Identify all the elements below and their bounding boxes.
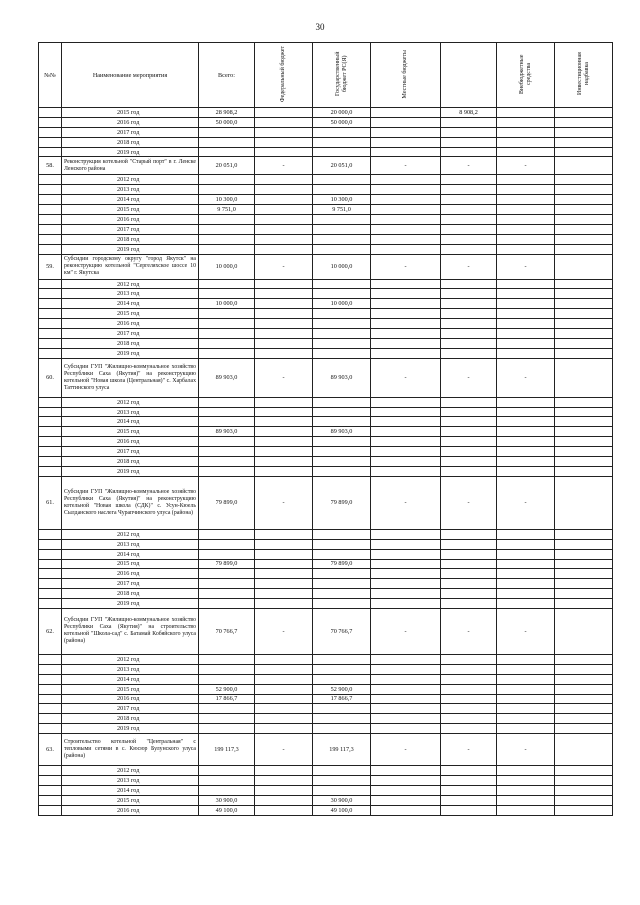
header-num: №№ [39, 43, 62, 108]
year-label: 2016 год [62, 437, 199, 447]
project-federal: - [255, 157, 313, 175]
project-state: 10 000,0 [313, 254, 371, 279]
year-state [313, 329, 371, 339]
table-row [39, 539, 613, 549]
project-state: 70 766,7 [313, 608, 371, 654]
year-state [313, 579, 371, 589]
project-total: 79 899,0 [199, 476, 255, 529]
project-invest: - [497, 358, 555, 397]
table-row [39, 348, 613, 358]
header-empty [441, 43, 497, 108]
project-state: 20 051,0 [313, 157, 371, 175]
year-total: 9 751,0 [199, 205, 255, 215]
table-row [39, 664, 613, 674]
table-row [39, 569, 613, 579]
year-state [313, 589, 371, 599]
year-total [199, 766, 255, 776]
year-state [313, 175, 371, 185]
year-total: 17 866,7 [199, 694, 255, 704]
project-row [39, 358, 613, 397]
project-local: - [371, 358, 441, 397]
table-row [39, 529, 613, 539]
table-row [39, 224, 613, 234]
year-state [313, 397, 371, 407]
year-label: 2014 год [62, 674, 199, 684]
year-state [313, 466, 371, 476]
project-number: 60. [39, 358, 62, 397]
year-total [199, 224, 255, 234]
year-state: 49 100,0 [313, 805, 371, 815]
year-label: 2012 год [62, 529, 199, 539]
table-row [39, 549, 613, 559]
year-state [313, 417, 371, 427]
project-number: 62. [39, 608, 62, 654]
year-state [313, 599, 371, 609]
year-total [199, 309, 255, 319]
year-total: 89 903,0 [199, 427, 255, 437]
year-total [199, 348, 255, 358]
year-total [199, 664, 255, 674]
project-federal: - [255, 476, 313, 529]
table-row [39, 299, 613, 309]
year-total: 49 100,0 [199, 805, 255, 815]
year-state [313, 309, 371, 319]
project-number: 61. [39, 476, 62, 529]
project-invest: - [497, 608, 555, 654]
header-name: Наименование мероприятия [62, 43, 199, 108]
year-label: 2015 год [62, 309, 199, 319]
year-state [313, 549, 371, 559]
table-row [39, 457, 613, 467]
table-row [39, 694, 613, 704]
year-total [199, 417, 255, 427]
project-name: Субсидии ГУП "Жилищно-коммунальное хозяйство Республики Саха (Якутия)" на реконструкцию котельной "Новая школа (СДК)" с. Усун-Кюель Сылданского наслега Чурапчинского улуса (района) [62, 476, 199, 529]
year-state: 89 903,0 [313, 427, 371, 437]
year-total [199, 539, 255, 549]
project-extra: - [441, 358, 497, 397]
year-label: 2019 год [62, 348, 199, 358]
project-row [39, 476, 613, 529]
year-label: 2017 год [62, 224, 199, 234]
year-total: 10 300,0 [199, 195, 255, 205]
year-label: 2012 год [62, 397, 199, 407]
year-label: 2012 год [62, 766, 199, 776]
year-label: 2018 год [62, 338, 199, 348]
project-total: 20 051,0 [199, 157, 255, 175]
year-state [313, 224, 371, 234]
project-empty [555, 608, 613, 654]
table-row [39, 704, 613, 714]
year-total [199, 724, 255, 734]
year-total [199, 589, 255, 599]
table-row [39, 714, 613, 724]
year-label: 2015 год [62, 427, 199, 437]
year-label: 2013 год [62, 185, 199, 195]
year-state: 10 300,0 [313, 195, 371, 205]
project-number: 58. [39, 157, 62, 175]
year-state [313, 724, 371, 734]
year-total [199, 785, 255, 795]
year-state [313, 539, 371, 549]
project-extra: - [441, 608, 497, 654]
project-local: - [371, 608, 441, 654]
project-invest: - [497, 254, 555, 279]
year-label: 2018 год [62, 589, 199, 599]
year-state [313, 447, 371, 457]
table-row [39, 766, 613, 776]
project-name: Субсидии ГУП "Жилищно-коммунальное хозяйство Республики Саха (Якутия)" на реконструкцию котельной "Новая школа (Центральная)" с. Харбалах Таттинского улуса [62, 358, 199, 397]
project-extra: - [441, 476, 497, 529]
table-row [39, 319, 613, 329]
table-row [39, 805, 613, 815]
table-row [39, 795, 613, 805]
table-row: 2019 год [39, 147, 613, 157]
year-total [199, 338, 255, 348]
project-state: 89 903,0 [313, 358, 371, 397]
project-empty [555, 254, 613, 279]
project-number: 59. [39, 254, 62, 279]
year-total [199, 437, 255, 447]
year-label: 2012 год [62, 654, 199, 664]
table-row [39, 437, 613, 447]
project-invest: - [497, 734, 555, 766]
table-row [39, 329, 613, 339]
table-row [39, 215, 613, 225]
table-row [39, 397, 613, 407]
year-total [199, 244, 255, 254]
table-row [39, 279, 613, 289]
year-label: 2014 год [62, 417, 199, 427]
year-label: 2017 год [62, 329, 199, 339]
project-empty [555, 358, 613, 397]
project-invest: - [497, 157, 555, 175]
table-row [39, 559, 613, 569]
year-state [313, 704, 371, 714]
year-label: 2018 год [62, 457, 199, 467]
year-state [313, 714, 371, 724]
table-row [39, 599, 613, 609]
table-row [39, 785, 613, 795]
project-empty [555, 734, 613, 766]
table-row [39, 674, 613, 684]
project-extra: - [441, 734, 497, 766]
year-total [199, 714, 255, 724]
year-state [313, 215, 371, 225]
table-row [39, 407, 613, 417]
year-total [199, 466, 255, 476]
project-number: 63. [39, 734, 62, 766]
project-local: - [371, 157, 441, 175]
year-total [199, 704, 255, 714]
year-state [313, 185, 371, 195]
header-federal: Федеральный бюджет [280, 45, 286, 103]
year-total: 52 900,0 [199, 684, 255, 694]
year-label: 2019 год [62, 466, 199, 476]
year-total [199, 234, 255, 244]
project-empty [555, 157, 613, 175]
project-federal: - [255, 254, 313, 279]
project-total: 199 117,3 [199, 734, 255, 766]
year-label: 2012 год [62, 175, 199, 185]
year-label: 2016 год [62, 694, 199, 704]
year-total [199, 579, 255, 589]
year-label: 2016 год [62, 569, 199, 579]
project-local: - [371, 734, 441, 766]
year-total [199, 407, 255, 417]
year-state [313, 279, 371, 289]
table-row [39, 589, 613, 599]
year-total [199, 549, 255, 559]
project-local: - [371, 254, 441, 279]
table-row [39, 175, 613, 185]
year-total [199, 457, 255, 467]
table-row [39, 775, 613, 785]
year-label: 2014 год [62, 785, 199, 795]
project-state: 79 899,0 [313, 476, 371, 529]
table-row: 2015 год 28 908,2 20 000,0 8 908,2 [39, 108, 613, 118]
year-label: 2014 год [62, 299, 199, 309]
year-state: 52 900,0 [313, 684, 371, 694]
year-label: 2018 год [62, 234, 199, 244]
year-total [199, 529, 255, 539]
year-state [313, 289, 371, 299]
year-total [199, 175, 255, 185]
year-total [199, 279, 255, 289]
year-label: 2013 год [62, 539, 199, 549]
year-state [313, 785, 371, 795]
project-total: 89 903,0 [199, 358, 255, 397]
year-state: 79 899,0 [313, 559, 371, 569]
table-row [39, 289, 613, 299]
year-state [313, 674, 371, 684]
year-label: 2015 год [62, 205, 199, 215]
table-row [39, 338, 613, 348]
project-extra: - [441, 254, 497, 279]
project-row [39, 157, 613, 175]
table-row [39, 244, 613, 254]
table-row [39, 205, 613, 215]
table-row: 2016 год 50 000,0 50 000,0 [39, 117, 613, 127]
year-label: 2014 год [62, 195, 199, 205]
table-row [39, 309, 613, 319]
year-label: 2015 год [62, 795, 199, 805]
page-number: 30 [315, 22, 325, 32]
project-row [39, 254, 613, 279]
year-state [313, 338, 371, 348]
year-total: 79 899,0 [199, 559, 255, 569]
project-invest: - [497, 476, 555, 529]
year-state [313, 664, 371, 674]
project-row [39, 608, 613, 654]
year-state [313, 457, 371, 467]
project-row [39, 734, 613, 766]
table-row: 2018 год [39, 137, 613, 147]
year-total [199, 215, 255, 225]
year-label: 2013 год [62, 407, 199, 417]
year-label: 2013 год [62, 664, 199, 674]
project-total: 70 766,7 [199, 608, 255, 654]
year-state [313, 766, 371, 776]
year-state [313, 437, 371, 447]
year-state: 9 751,0 [313, 205, 371, 215]
year-state [313, 407, 371, 417]
project-empty [555, 476, 613, 529]
project-state: 199 117,3 [313, 734, 371, 766]
project-name: Строительство котельной "Центральная" с тепловыми сетями в с. Кюсюр Булунского улуса (района) [62, 734, 199, 766]
year-state [313, 775, 371, 785]
table-row [39, 417, 613, 427]
year-total [199, 654, 255, 664]
year-state: 10 000,0 [313, 299, 371, 309]
table-row [39, 724, 613, 734]
table-row [39, 579, 613, 589]
year-total [199, 185, 255, 195]
year-label: 2017 год [62, 704, 199, 714]
year-label: 2019 год [62, 724, 199, 734]
year-total [199, 397, 255, 407]
header-total: Всего: [199, 43, 255, 108]
year-state [313, 529, 371, 539]
header-invest: Инвестиционная надбавка [576, 52, 590, 96]
year-state: 17 866,7 [313, 694, 371, 704]
year-state [313, 569, 371, 579]
table-body [39, 108, 613, 816]
header-local: Местные бюджеты [402, 49, 408, 99]
year-label: 2013 год [62, 775, 199, 785]
year-state [313, 348, 371, 358]
year-total [199, 289, 255, 299]
year-total [199, 674, 255, 684]
year-label: 2018 год [62, 714, 199, 724]
year-label: 2017 год [62, 579, 199, 589]
header-state: Государственный бюджет РС(Я) [334, 51, 348, 97]
project-name: Реконструкция котельной "Старый порт" в г. Ленске Ленского района [62, 157, 199, 175]
project-name: Субсидии ГУП "Жилищно-коммунальное хозяйство Республики Саха (Якутия)" на строительство котельной "Школа-сад" с. Батамай Кобяйского улуса (района) [62, 608, 199, 654]
project-local: - [371, 476, 441, 529]
header-row [39, 43, 613, 108]
table-row: 2017 год [39, 127, 613, 137]
year-label: 2016 год [62, 319, 199, 329]
year-label: 2019 год [62, 599, 199, 609]
year-total: 10 000,0 [199, 299, 255, 309]
table-row [39, 466, 613, 476]
table-row [39, 234, 613, 244]
table-row [39, 427, 613, 437]
table-row [39, 195, 613, 205]
year-state [313, 244, 371, 254]
year-state [313, 319, 371, 329]
year-total: 30 900,0 [199, 795, 255, 805]
project-federal: - [255, 608, 313, 654]
year-label: 2019 год [62, 244, 199, 254]
project-total: 10 000,0 [199, 254, 255, 279]
table-row [39, 684, 613, 694]
year-label: 2016 год [62, 215, 199, 225]
year-label: 2014 год [62, 549, 199, 559]
year-state: 30 900,0 [313, 795, 371, 805]
year-label: 2016 год [62, 805, 199, 815]
year-label: 2015 год [62, 684, 199, 694]
budget-table [38, 42, 613, 816]
table-row [39, 447, 613, 457]
project-extra: - [441, 157, 497, 175]
year-label: 2012 год [62, 279, 199, 289]
year-total [199, 319, 255, 329]
project-federal: - [255, 358, 313, 397]
table-row [39, 654, 613, 664]
year-state [313, 654, 371, 664]
header-extra: Внебюджетные средства [518, 54, 532, 94]
project-name: Субсидии городскому округу "город Якутск" на реконструкцию котельной "Сергеляхское шоссе 10 км" г. Якутска [62, 254, 199, 279]
year-total [199, 599, 255, 609]
year-label: 2015 год [62, 559, 199, 569]
year-total [199, 447, 255, 457]
year-state [313, 234, 371, 244]
year-label: 2017 год [62, 447, 199, 457]
year-label: 2013 год [62, 289, 199, 299]
project-federal: - [255, 734, 313, 766]
year-total [199, 775, 255, 785]
year-total [199, 329, 255, 339]
table-row [39, 185, 613, 195]
year-total [199, 569, 255, 579]
